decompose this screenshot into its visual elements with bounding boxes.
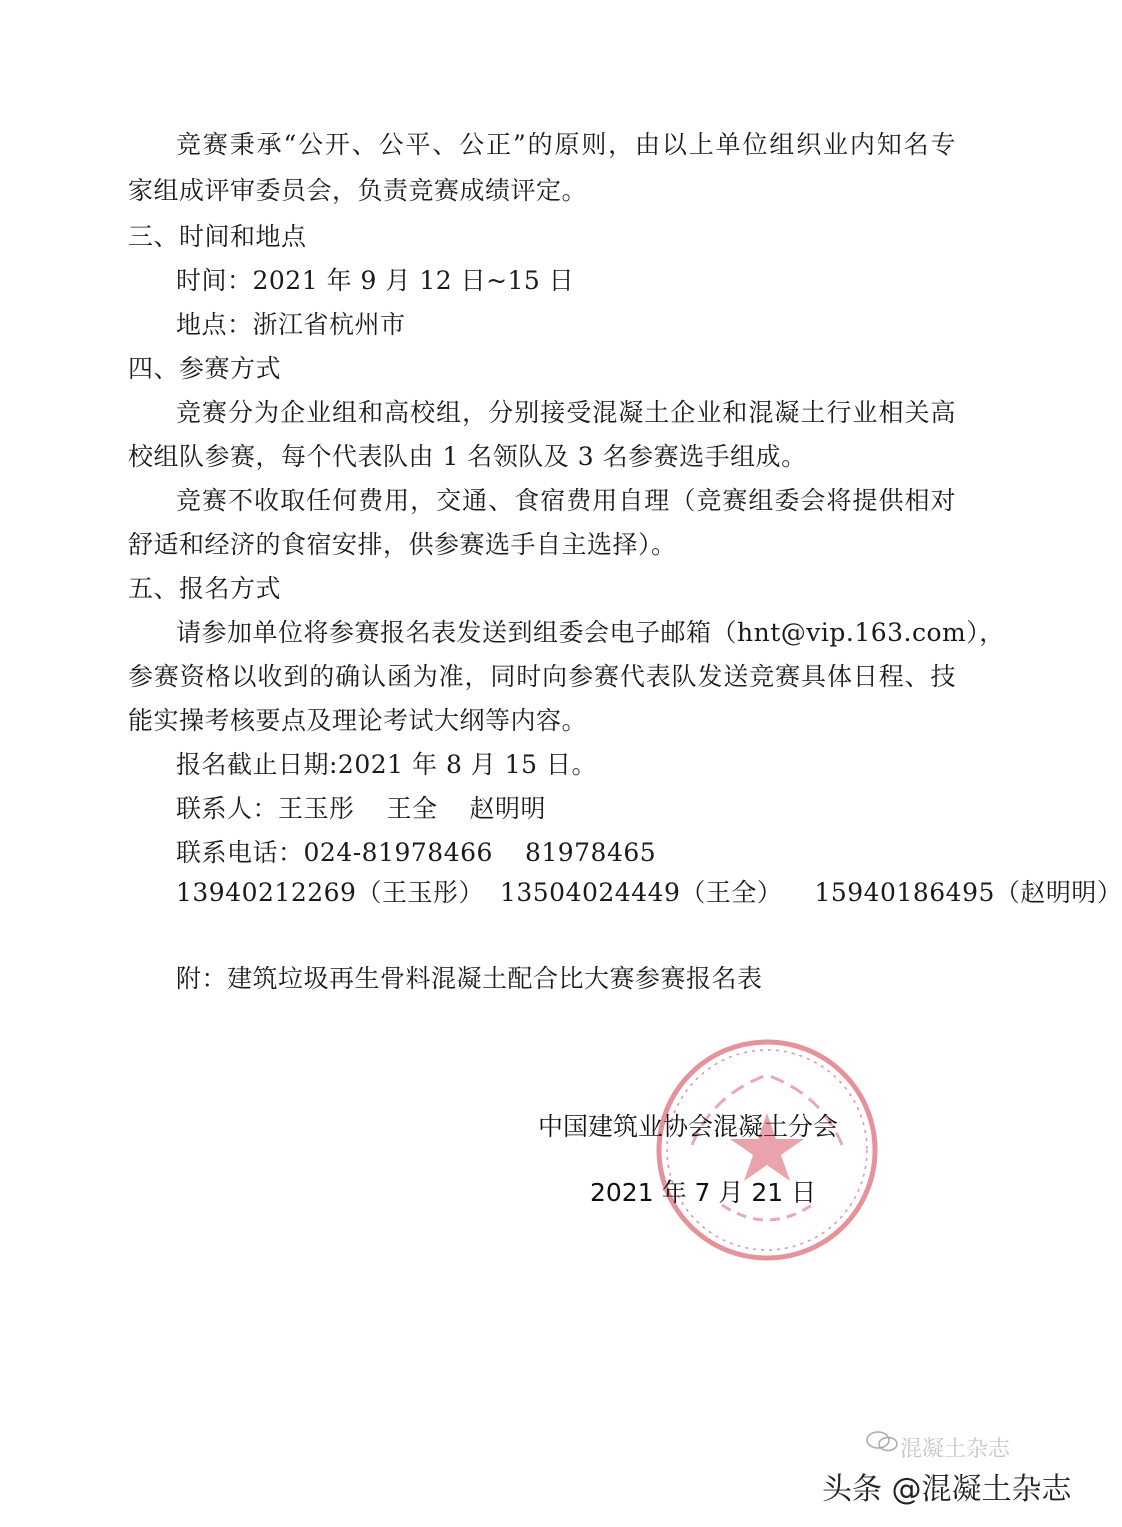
official-seal-stamp [652, 1035, 882, 1265]
phone-label: 联系电话： [176, 838, 304, 867]
mobile-number: 13504024449（王全） [499, 878, 783, 907]
watermark-ghost-text: 混凝土杂志 [900, 1437, 1011, 1462]
paragraph-principle-line-2: 家组成评审委员会，负责竞赛成绩评定。 [128, 176, 588, 205]
paragraph-groups-line-1: 竞赛分为企业组和高校组，分别接受混凝土企业和混凝土行业相关高 [176, 398, 956, 427]
place-line: 地点：浙江省杭州市 [176, 310, 406, 339]
phone-number: 024-81978466 [303, 838, 493, 867]
paragraph-fees-line-2: 舒适和经济的食宿安排，供参赛选手自主选择）。 [128, 530, 677, 559]
contact-name: 王全 [386, 794, 438, 823]
wechat-icon [865, 1430, 899, 1452]
contact-name: 王玉彤 [278, 794, 355, 823]
paragraph-fees-line-1: 竞赛不收取任何费用，交通、食宿费用自理（竞赛组委会将提供相对 [176, 486, 956, 515]
phone-number: 81978465 [524, 838, 657, 867]
contact-phone-line [176, 836, 656, 870]
signature-date: 2021 年 7 月 21 日 [590, 1178, 817, 1207]
paragraph-registration-line-1: 请参加单位将参赛报名表发送到组委会电子邮箱（hnt@vip.163.com）， [176, 618, 1005, 647]
signature-organization: 中国建筑业协会混凝土分会 [538, 1112, 839, 1141]
watermark-text: 头条 @混凝土杂志 [822, 1472, 1072, 1507]
mobile-number: 13940212269（王玉彤） [176, 878, 484, 907]
contact-person-line [176, 792, 546, 826]
contact-label: 联系人： [176, 794, 279, 823]
paragraph-groups-line-2: 校组队参赛，每个代表队由 1 名领队及 3 名参赛选手组成。 [128, 442, 807, 471]
paragraph-principle-line-1: 竞赛秉承“公开、公平、公正”的原则，由以上单位组织业内知名专 [176, 130, 956, 159]
contact-name: 赵明明 [469, 794, 547, 823]
mobile-number: 15940186495（赵明明） [814, 878, 1122, 907]
paragraph-registration-line-3: 能实操考核要点及理论考试大纲等内容。 [128, 706, 588, 735]
section-heading-participation: 四、参赛方式 [128, 354, 282, 383]
mobile-numbers-line [176, 876, 1122, 910]
time-line: 时间：2021 年 9 月 12 日~15 日 [176, 266, 575, 295]
section-heading-time-place: 三、时间和地点 [128, 222, 307, 251]
deadline-line: 报名截止日期:2021 年 8 月 15 日。 [176, 750, 597, 779]
attachment-line: 附：建筑垃圾再生骨料混凝土配合比大赛参赛报名表 [176, 964, 763, 993]
paragraph-registration-line-2: 参赛资格以收到的确认函为准，同时向参赛代表队发送竞赛具体日程、技 [128, 662, 956, 691]
section-heading-registration: 五、报名方式 [128, 574, 282, 603]
